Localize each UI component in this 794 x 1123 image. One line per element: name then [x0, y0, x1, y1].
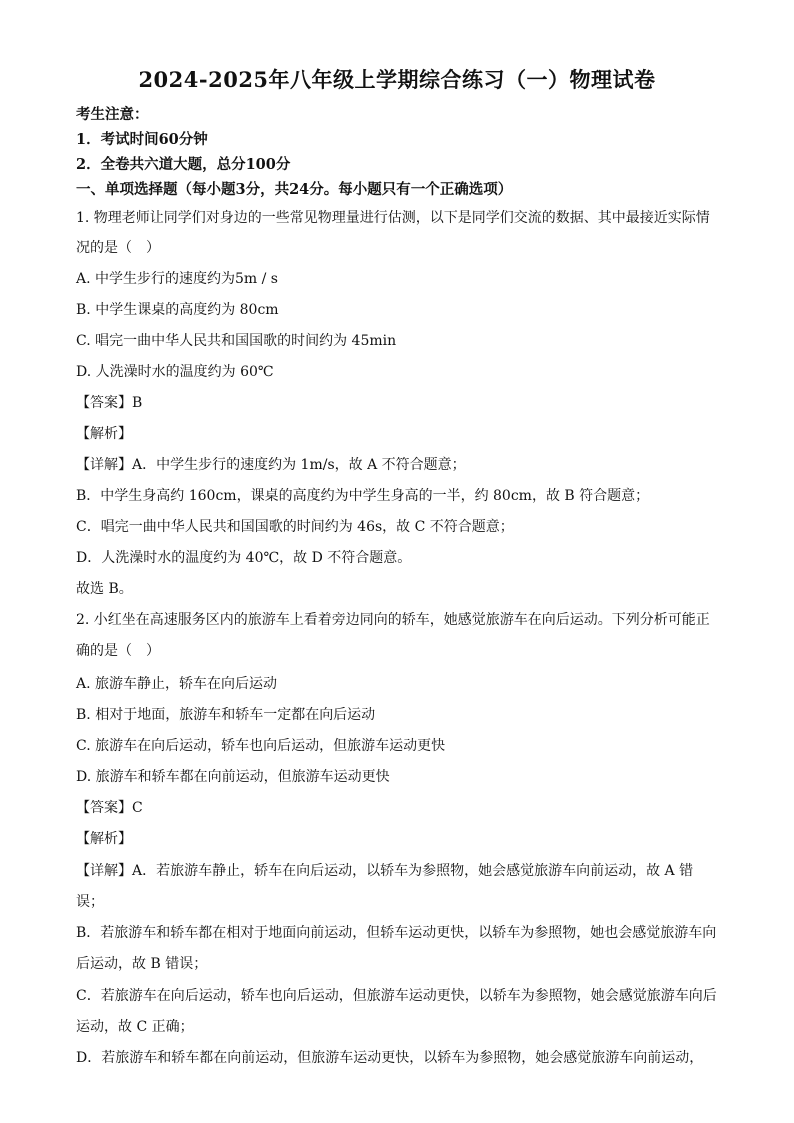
- q1-option-b: B. 中学生课桌的高度约为 80cm: [76, 302, 279, 318]
- notice-heading: 考生注意：: [76, 106, 149, 123]
- q1-analysis-label: 【解析】: [76, 426, 132, 442]
- q2-option-a: A. 旅游车静止，轿车在向后运动: [76, 676, 278, 692]
- q2-detail-5: C．若旅游车在向后运动，轿车也向后运动，但旅游车运动更快，以轿车为参照物，她会感觉旅游车向后: [76, 988, 717, 1004]
- q1-answer: 【答案】B: [76, 395, 143, 411]
- q2-answer: 【答案】C: [76, 800, 143, 816]
- q1-option-d: D. 人洗澡时水的温度约为 60℃: [76, 364, 274, 380]
- q2-detail-3: B．若旅游车和轿车都在相对于地面向前运动，但轿车运动更快，以轿车为参照物，她也会感觉旅游车向: [76, 925, 717, 941]
- notice-item-2: 2．全卷共六道大题，总分100分: [76, 156, 291, 173]
- notice-item-1: 1．考试时间60分钟: [76, 131, 208, 148]
- q1-stem-line-2: 况的是（ ）: [76, 240, 160, 256]
- q2-option-c: C. 旅游车在向后运动，轿车也向后运动，但旅游车运动更快: [76, 738, 446, 754]
- q2-detail-1: 【详解】A．若旅游车静止，轿车在向后运动，以轿车为参照物，她会感觉旅游车向前运动，故 A 错: [76, 863, 694, 879]
- q2-stem-line-1: 2. 小红坐在高速服务区内的旅游车上看着旁边同向的轿车，她感觉旅游车在向后运动。下列分析可能正: [76, 612, 710, 628]
- q2-option-d: D. 旅游车和轿车都在向前运动，但旅游车运动更快: [76, 769, 390, 785]
- q2-option-b: B. 相对于地面，旅游车和轿车一定都在向后运动: [76, 707, 376, 723]
- q1-stem-line-1: 1. 物理老师让同学们对身边的一些常见物理量进行估测，以下是同学们交流的数据、其中最接近实际情: [76, 210, 710, 226]
- q2-detail-7: D．若旅游车和轿车都在向前运动，但旅游车运动更快，以轿车为参照物，她会感觉旅游车向前运动，: [76, 1050, 704, 1066]
- q1-option-a: A. 中学生步行的速度约为5m / s: [76, 271, 278, 287]
- q2-detail-6: 运动，故 C 正确；: [76, 1019, 194, 1035]
- q2-detail-4: 后运动，故 B 错误；: [76, 956, 208, 972]
- q2-detail-2: 误；: [76, 894, 104, 910]
- page-title: 2024-2025年八年级上学期综合练习（一）物理试卷: [138, 67, 656, 92]
- q1-detail-4: D．人洗澡时水的温度约为 40℃，故 D 不符合题意。: [76, 550, 412, 566]
- q1-detail-3: C．唱完一曲中华人民共和国国歌的时间约为 46s，故 C 不符合题意；: [76, 519, 514, 535]
- q1-detail-5: 故选 B。: [76, 581, 133, 597]
- section-heading-single-choice: 一、单项选择题（每小题3分，共24分。每小题只有一个正确选项）: [76, 181, 513, 198]
- q1-detail-1: 【详解】A．中学生步行的速度约为 1m/s，故 A 不符合题意；: [76, 457, 466, 473]
- q2-analysis-label: 【解析】: [76, 831, 132, 847]
- q2-stem-line-2: 确的是（ ）: [76, 643, 160, 659]
- q1-option-c: C. 唱完一曲中华人民共和国国歌的时间约为 45min: [76, 333, 397, 349]
- q1-detail-2: B．中学生身高约 160cm，课桌的高度约为中学生身高的一半，约 80cm，故 B 符合题意；: [76, 488, 650, 504]
